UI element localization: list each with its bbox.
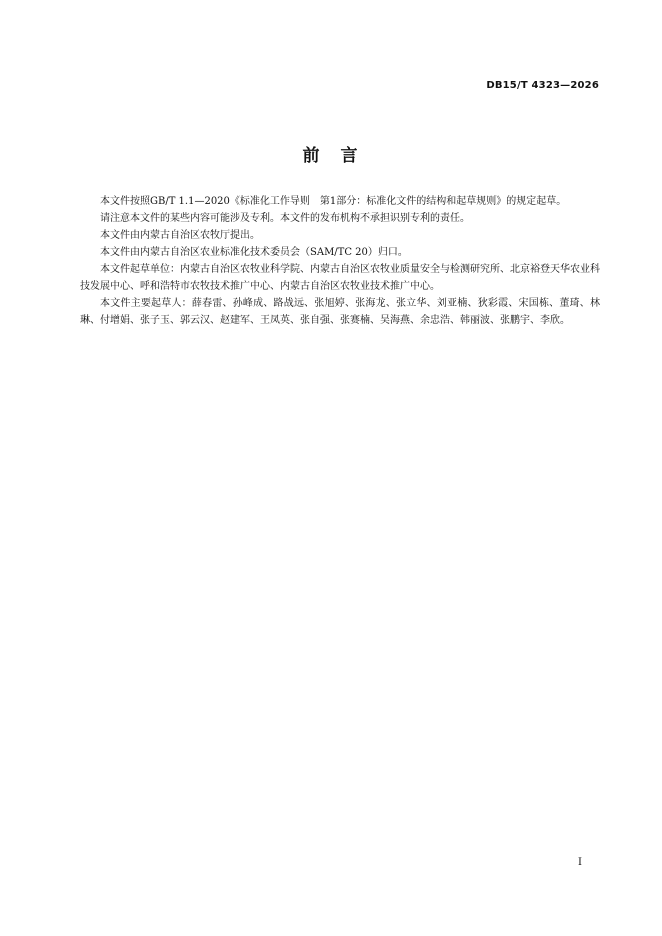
paragraph-proposed-by: 本文件由内蒙古自治区农牧厅提出。 [100, 230, 260, 241]
paragraph-drafting-units: 本文件起草单位：内蒙古自治区农牧业科学院、内蒙古自治区农牧业质量安全与检测研究所、北京裕登天华农业科技发展中心、呼和浩特市农牧技术推广中心、内蒙古自治区农牧业技术推广中心。 [80, 264, 600, 292]
paragraph-drafters: 本文件主要起草人：薛春雷、孙峰成、路战远、张旭婷、张海龙、张立华、刘亚楠、狄彩霞、宋国栋、董琦、林琳、付增娟、张子玉、郭云汉、赵建军、王凤英、张自强、张赛楠、吴海燕、余忠浩、韩丽波、张鹏宇、李欣。 [80, 298, 600, 326]
paragraph-centralized-by: 本文件由内蒙古自治区农业标准化技术委员会（SAM/TC 20）归口。 [100, 247, 408, 258]
paragraph-standard-basis: 本文件按照GB/T 1.1—2020《标准化工作导则 第1部分：标准化文件的结构和起草规则》的规定起草。 [100, 196, 567, 207]
page-number: I [578, 857, 582, 868]
page-title: 前 言 [302, 146, 360, 166]
foreword-body [80, 193, 600, 329]
document-code: DB15/T 4323—2026 [486, 80, 599, 91]
paragraph-patent-notice: 请注意本文件的某些内容可能涉及专利。本文件的发布机构不承担识别专利的责任。 [100, 213, 470, 224]
